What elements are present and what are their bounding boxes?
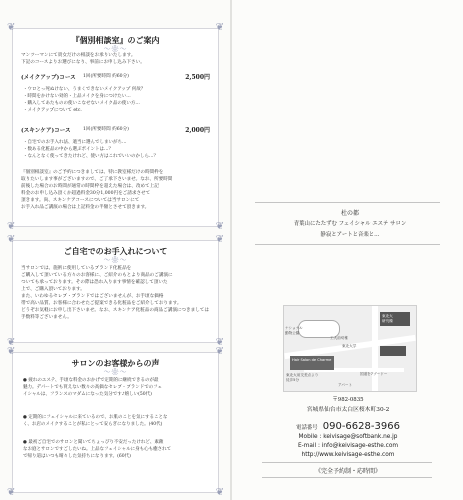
ornament-icon: ❦ bbox=[215, 346, 224, 357]
map-sign: Hair Salon de Charme bbox=[292, 358, 332, 362]
skincare-bullets: ・自宅でのお手入れ法、適当に選んでしまいがち… ・数ある化粧品の中から選ぶポイントは…？ ・なんとなく使ってきたけれど、使い方はこれでいいのかしら…？ bbox=[23, 140, 158, 159]
makeup-course-detail: 1回(所要時間 約60分) bbox=[83, 74, 129, 79]
skincare-course-label: (スキンケア)コース bbox=[21, 128, 71, 134]
map-label-apartment: アパート bbox=[338, 383, 353, 387]
email[interactable]: E-mail : info@keivisage-esthe.com bbox=[297, 443, 399, 449]
voice-box bbox=[7, 346, 224, 498]
ornament-icon: ❦ bbox=[7, 234, 16, 245]
map-label-school: 東北大学 bbox=[342, 344, 357, 348]
map-label-station: 東北大前交差点より 徒歩5分 bbox=[286, 373, 319, 382]
divider bbox=[255, 244, 440, 245]
map-label-park: ナショナル 動物公園 bbox=[285, 326, 303, 335]
ornament-icon: ❦ bbox=[215, 487, 224, 498]
mobile-email[interactable]: Mobile : keivisage@softbank.ne.jp bbox=[298, 434, 398, 440]
address: 宮城県仙台市太白区桜木町30-2 bbox=[306, 407, 390, 413]
phone-row bbox=[258, 414, 438, 433]
skincare-course-price: 2,000円 bbox=[185, 127, 210, 134]
tagline-mood: 静寂とアートと音楽と… bbox=[320, 232, 380, 238]
voice-item: ● 最初ご自宅でのサロンと聞いてちょっぴり不安だったけれど、素敵 なお庭とサロンですごしたいね。上品なフェイシャルに身も心も癒されて で帰り道はいつも晴々した気持ちになります。(60代) bbox=[23, 440, 172, 459]
tagline-salon: 青葉山にたたずむ フェイシャル エステ サロン bbox=[293, 221, 407, 227]
phone-number[interactable]: 090-6628-3966 bbox=[322, 421, 400, 432]
divider bbox=[262, 462, 432, 463]
ornament-icon: ❦ bbox=[7, 22, 16, 33]
access-map bbox=[283, 305, 417, 392]
booking-note: 《完全予約制・応時間》 bbox=[314, 468, 381, 475]
map-building bbox=[380, 346, 406, 356]
ornament-icon: ❦ bbox=[7, 221, 16, 232]
website-link[interactable]: http://www.keivisage-esthe.com bbox=[301, 452, 395, 458]
ornament-icon: ❦ bbox=[7, 487, 16, 498]
ornament-icon: ❦ bbox=[7, 337, 16, 348]
map-road bbox=[372, 306, 378, 391]
voice-item: ● 定期的にフェイシャルに来ているので、お肌のことを気にすることな く、お店のメイクすることが私にとって安らぎになりました。(40代) bbox=[23, 415, 168, 427]
divider bbox=[262, 477, 432, 478]
ornament-icon: ❦ bbox=[215, 234, 224, 245]
consult-intro: マンツーマンにて貴女だけの相談をお承りいたします。 下記のコースよりお選びになり、事前にお申し込み下さい。 bbox=[21, 53, 145, 65]
ornament-icon: ❦ bbox=[7, 346, 16, 357]
ornament-icon: ❦ bbox=[215, 337, 224, 348]
home-care-box bbox=[7, 234, 224, 348]
map-label-kindergarten: 工大前幼稚 bbox=[330, 336, 348, 340]
ornament-icon: ❦ bbox=[215, 22, 224, 33]
divider bbox=[255, 202, 440, 203]
consult-note: 『個別相談室』のご予約につきましては、特に教室様だけの時間枠を 取りたいします事がございますので、ご了承下さいませ。なお、所要時間 前後した場合のお時間が通常の時間枠を超えた場合は、改めて上記 料金のお申し込み頂くか超過料金30分1,000円をご請求させて 頂きます。尚、スキンケアコースについては当サロンにて お手入れ品ご講演の場合は上記料金の半額とさせて頂きます。 bbox=[21, 170, 173, 210]
map-label-road: 国道を7ブードー bbox=[360, 372, 388, 376]
home-care-body: 当サロンでは、施術に使用しているブランド化粧品を ご購入して頂いている方々のお客様に、ご紹介のもとより商品のご講演に ついても承っております。その際は恐れ入ります事情を確認して頂いた 上で、ご購入頂いております。 また、いわゆるセレブ・ブランドではございませんが、お手頃な価格 帯で高い品質、お客様に合わせたご提案できる化粧品をご紹介しております。 どうぞお気軽にお申し出下さいませ。なお、スキンケア化粧品の商品ご講演につきましては 手数料等ございません。 bbox=[21, 266, 209, 320]
home-care-title: ご自宅でのお手入れについて bbox=[63, 246, 168, 256]
flourish-icon: 〜❀〜 bbox=[103, 368, 128, 376]
consult-title: 『個別相談室』のご案内 bbox=[71, 35, 160, 45]
skincare-course-detail: 1回(所要時間 約60分) bbox=[83, 127, 129, 132]
consult-box bbox=[7, 22, 224, 232]
ornament-icon: ❦ bbox=[215, 221, 224, 232]
voice-item: ● 疲れのエステ、手頃な料金のおかげで定期的に継続できるのが最 魅力。デパートでも買えない数々の高価なセレブ・ブランドでのフェ イシャルは、フランスのマダムになった気分です♪嬉しい(50代) bbox=[23, 378, 163, 397]
map-label-police: 東北大 研究棟 bbox=[382, 314, 393, 323]
makeup-bullets: ・ウロとっ死ぬけない、うまくできないメイクアップ 何故？ ・時間をかけない効的・上品メイクを身につけたい… ・購入してあたものの使いこなせないメイク品の使い方… ・メイクアップについて etc. bbox=[23, 87, 146, 113]
makeup-course-price: 2,500円 bbox=[185, 74, 210, 81]
flourish-icon: 〜❀〜 bbox=[103, 45, 128, 53]
voice-title: サロンのお客様からの声 bbox=[71, 358, 160, 368]
left-panel bbox=[0, 0, 231, 500]
makeup-course-label: (メイクアップ)コース bbox=[21, 75, 76, 81]
postal-code: 〒982-0835 bbox=[332, 397, 364, 403]
phone-label: 電話番号 bbox=[296, 425, 318, 431]
flourish-icon: 〜❀〜 bbox=[103, 256, 128, 264]
tagline-city: 杜の都 bbox=[340, 210, 359, 217]
